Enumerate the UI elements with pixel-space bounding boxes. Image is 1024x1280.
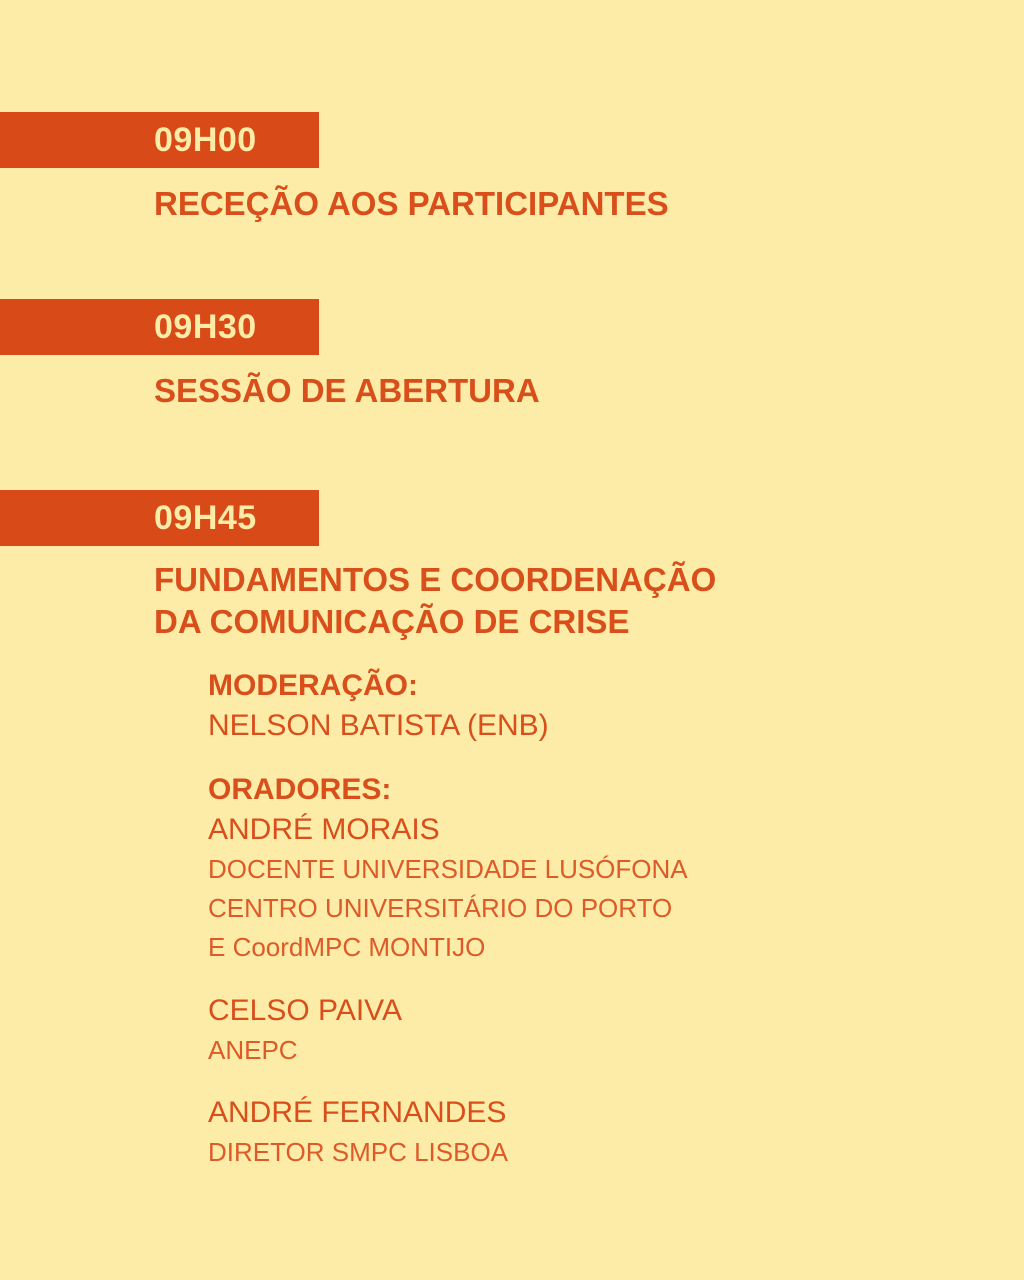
speaker-role: CENTRO UNIVERSITÁRIO DO PORTO: [208, 893, 673, 923]
time-badge-0930: [0, 299, 319, 355]
speakers-block: [208, 770, 688, 967]
speakers-label: ORADORES:: [208, 773, 392, 806]
speaker-name: ANDRÉ MORAIS: [208, 813, 440, 846]
speaker-name: CELSO PAIVA: [208, 994, 402, 1027]
session-title-line-2: DA COMUNICAÇÃO DE CRISE: [154, 603, 630, 640]
time-label: 09H45: [154, 499, 257, 537]
speaker-role: DOCENTE UNIVERSIDADE LUSÓFONA: [208, 854, 688, 884]
time-badge-0900: [0, 112, 319, 168]
moderation-label: MODERAÇÃO:: [208, 669, 418, 702]
speaker-role: ANEPC: [208, 1035, 298, 1065]
moderation-block: [208, 666, 549, 746]
speaker-block: [208, 991, 402, 1070]
time-badge-0945: [0, 490, 319, 546]
speaker-block: [208, 1093, 508, 1172]
speaker-role: E CoordMPC MONTIJO: [208, 932, 486, 962]
moderator-name: NELSON BATISTA (ENB): [208, 709, 549, 742]
time-label: 09H30: [154, 308, 257, 346]
session-title: SESSÃO DE ABERTURA: [154, 372, 540, 409]
speaker-role: DIRETOR SMPC LISBOA: [208, 1137, 509, 1167]
session-title-line-1: FUNDAMENTOS E COORDENAÇÃO: [154, 561, 717, 598]
time-label: 09H00: [154, 121, 257, 159]
session-title: RECEÇÃO AOS PARTICIPANTES: [154, 185, 669, 222]
speaker-name: ANDRÉ FERNANDES: [208, 1096, 507, 1129]
